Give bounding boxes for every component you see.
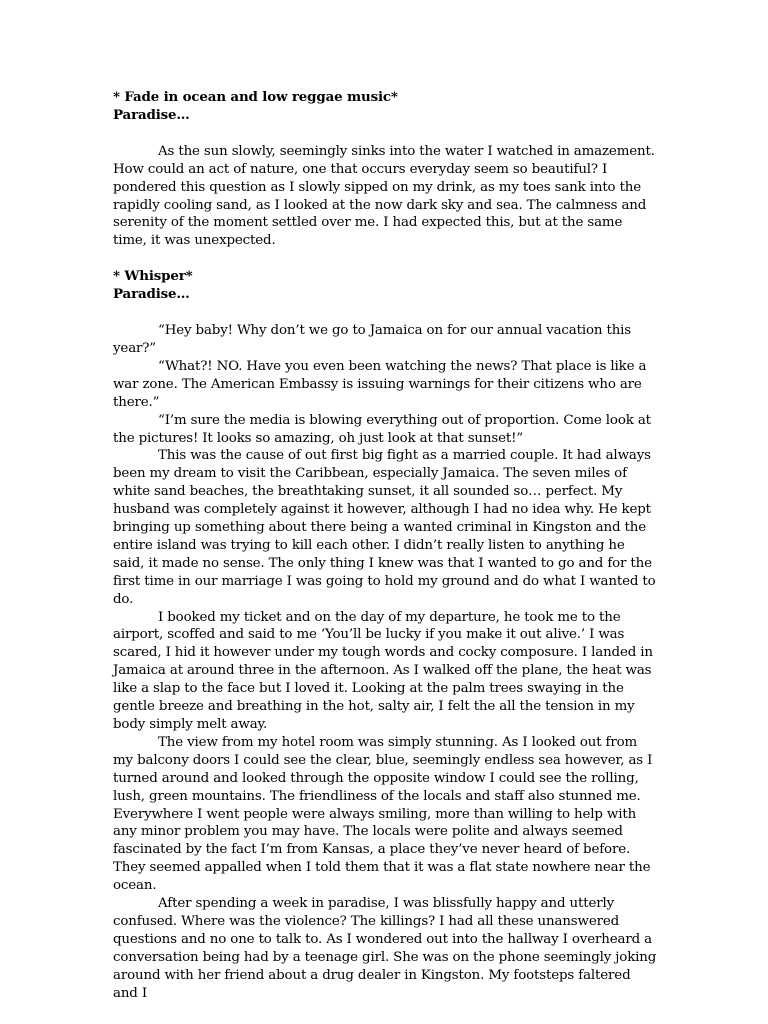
section-1-subheading: Paradise… bbox=[113, 106, 190, 123]
narrative-paragraph: This was the cause of out first big fight as a married couple. It had always been my dream to visit the Caribbean, especially Jamaica. The seven miles of white sand beaches, the breathtaking sunset, it all sounded so… perfect. My husband was completely against it however, although I had no idea why. He kept bringing up something about there being a wanted criminal in Kingston and the entire island was trying to kill each other. I didn’t really listen to anything he said, it made no sense. The only thing I knew was that I wanted to go and for the first time in our marriage I was going to hold my ground and do what I wanted to do. bbox=[113, 448, 656, 607]
section-1-paragraph: As the sun slowly, seemingly sinks into the water I watched in amazement. How could an act of nature, one that occurs everyday seem so beautiful? I pondered this question as I slowly sipped on my drink, as my toes sank into the rapidly cooling sand, as I looked at the now dark sky and sea. The calmness and serenity of the moment settled over me. I had expected this, but at the same time, it was unexpected. bbox=[113, 143, 655, 249]
document-body bbox=[113, 89, 658, 1003]
section-2-subheading: Paradise… bbox=[113, 286, 190, 303]
section-1-heading: * Fade in ocean and low reggae music* bbox=[113, 89, 398, 105]
narrative-paragraph: I booked my ticket and on the day of my departure, he took me to the airport, scoffed and said to me ‘You’ll be lucky if you make it out alive.’ I was scared, I hid it however under my tough words and cocky composure. I landed in Jamaica at around three in the afternoon. As I walked off the plane, the heat was like a slap to the face but I loved it. Looking at the palm trees swaying in the gentle breeze and breathing in the hot, salty air, I felt the all the tension in my body simply melt away. bbox=[113, 609, 653, 732]
narrative-paragraph: After spending a week in paradise, I was blissfully happy and utterly confused. Where was the violence? The killings? I had all these unanswered questions and no one to talk to. As I wondered out into the hallway I overheard a conversation being had by a teenage girl. She was on the phone seemingly joking around with her friend about a drug dealer in Kingston. My footsteps faltered and I bbox=[113, 896, 657, 1001]
dialogue-line-1: “Hey baby! Why don’t we go to Jamaica on for our annual vacation this year?” bbox=[113, 323, 632, 356]
dialogue-line-3: “I’m sure the media is blowing everything out of proportion. Come look at the pictures! It looks so amazing, oh just look at that sunset!” bbox=[113, 412, 651, 446]
section-spacer bbox=[113, 250, 658, 268]
section-2-heading: * Whisper* bbox=[113, 268, 193, 285]
narrative-paragraph: The view from my hotel room was simply stunning. As I looked out from my balcony doors I could see the clear, blue, seemingly endless sea however, as I turned around and looked through the opposite window I could see the rolling, lush, green mountains. The friendliness of the locals and staff also stunned me. Everywhere I went people were always smiling, more than willing to help with any minor problem you may have. The locals were polite and always seemed fascinated by the fact I’m from Kansas, a place they’ve never heard of before. They seemed appalled when I told them that it was a flat state nowhere near the ocean. bbox=[113, 734, 653, 894]
dialogue-line-2: “What?! NO. Have you even been watching the news? That place is like a war zone. The American Embassy is issuing warnings for their citizens who are there.” bbox=[113, 358, 647, 410]
